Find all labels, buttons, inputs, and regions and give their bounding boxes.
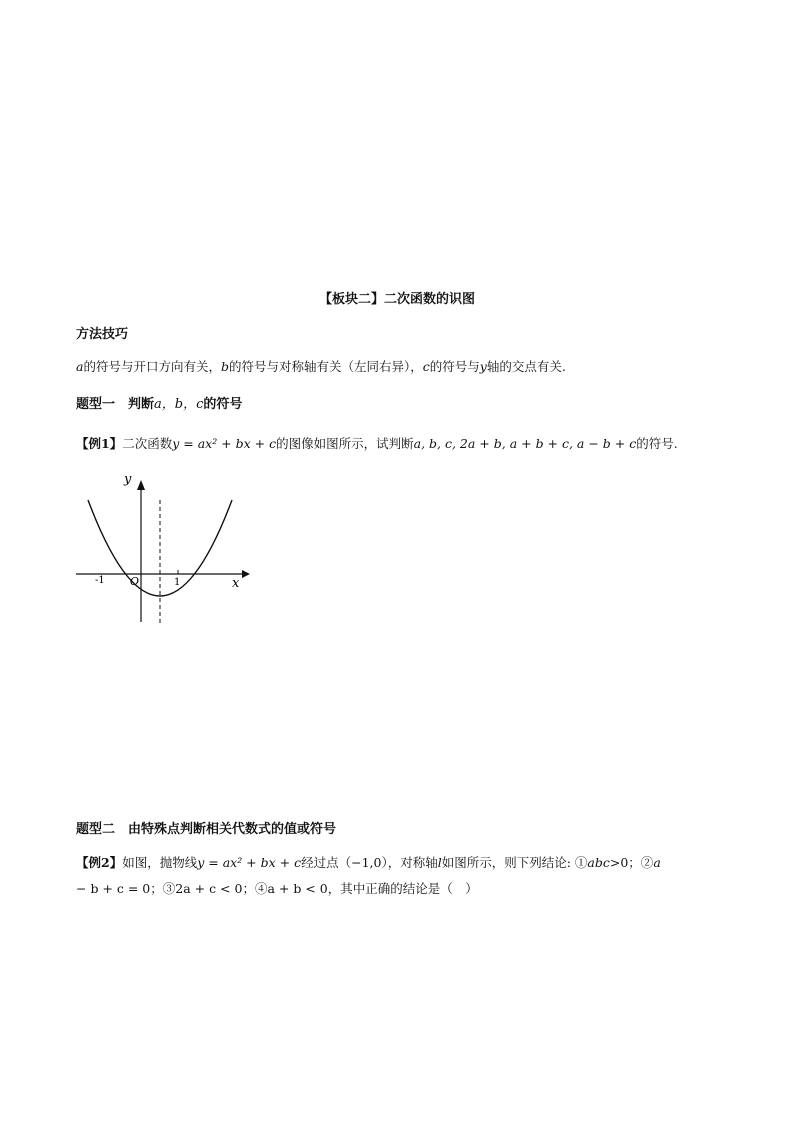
example2-conclusion-2-a: a [653,855,661,870]
y-axis-arrow-icon [137,480,145,490]
var-y: y [479,359,487,374]
example2-text-4: >0；② [609,855,654,870]
example1-text-2: 的图像如图所示，试判断 [276,436,414,451]
y-axis-label: y [124,472,132,487]
x-axis-label: x [232,576,240,591]
example2-formula: y = ax² + bx + c [197,855,302,870]
origin-label: O [130,575,140,588]
method-heading: 方法技巧 [76,327,129,342]
example1-text-1: 二次函数 [122,436,173,451]
method-paragraph [76,354,726,380]
type1-heading-tail: 的符号 [203,397,243,412]
example2-label: 【例2】 [76,855,123,870]
method-text-1: 的符号与开口方向有关， [83,359,221,374]
tick-neg1-label: -1 [95,575,105,586]
type1-heading-text: 题型一 判断 [76,397,155,412]
var-b: b [220,359,229,374]
example1-label: 【例1】 [76,436,123,451]
method-text-2: 的符号与对称轴有关（左同右异）， [228,359,423,374]
example2-axis-l: l [437,855,442,870]
tick-1-label: 1 [174,577,181,588]
type1-heading [76,393,242,412]
type1-vars: a，b，c [154,397,204,412]
type2-heading: 题型二 由特殊点判断相关代数式的值或符号 [76,822,337,837]
var-c: c [422,359,430,374]
method-text-3: 的符号与 [429,359,480,374]
parabola-figure [70,470,260,630]
var-a: a [76,359,84,374]
example1-text-3: 的符号. [636,436,678,451]
example2-line-2: − b + c = 0；③2a + c < 0；④a + b < 0，其中正确的结论是（ ） [76,881,478,896]
example2-text-3: 如图所示，则下列结论: ① [441,855,588,870]
section-title: 【板块二】二次函数的识图 [318,292,475,307]
example2-conclusion-1-expr: abc [587,855,610,870]
example1-text [76,431,756,457]
method-text-4: 轴的交点有关. [486,359,566,374]
example2-text [76,850,726,902]
example1-formula: y = ax² + bx + c [172,436,277,451]
example1-expression-list: a, b, c, 2a + b, a + b + c, a − b + c [413,436,637,451]
x-axis-arrow-icon [242,570,250,578]
example2-text-2: 经过点（−1,0），对称轴 [301,855,438,870]
example2-text-1: 如图，抛物线 [122,855,198,870]
